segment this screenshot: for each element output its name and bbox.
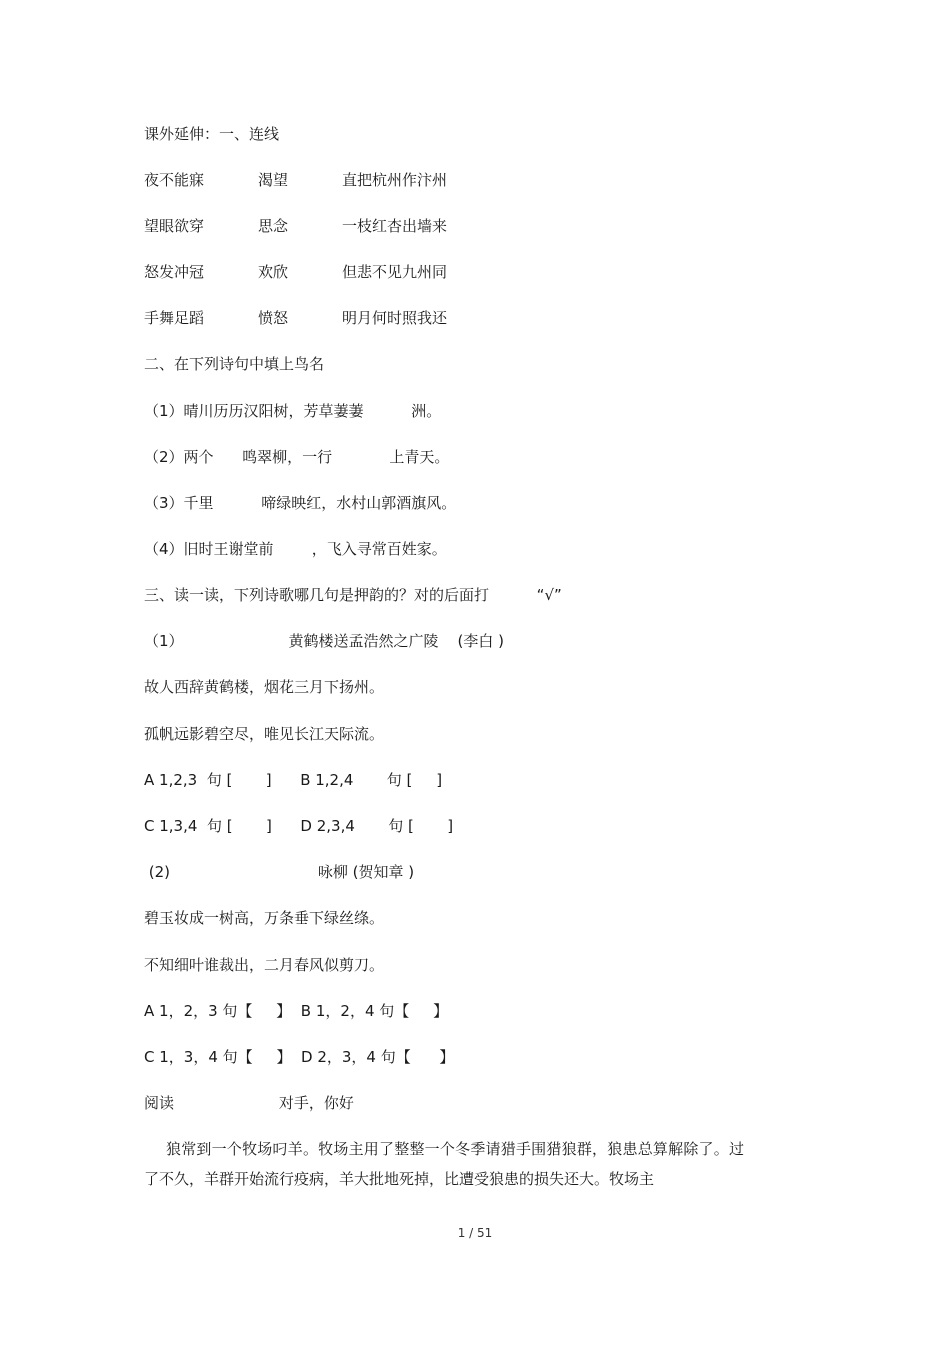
- match-col-a: 手舞足蹈: [144, 309, 205, 327]
- fill-blank-item: （3）千里 啼绿映红，水村山郭酒旗风。: [144, 494, 457, 512]
- match-col-a: 望眼欲穿: [144, 217, 205, 235]
- answer-options: C 1,3,4 句 [ ] D 2,3,4 句 [ ]: [144, 817, 454, 835]
- section3-title: 三、读一读，下列诗歌哪几句是押韵的？对的后面打 “√”: [144, 586, 562, 604]
- match-col-b: 愤怒: [258, 309, 289, 327]
- match-col-a: 夜不能寐: [144, 171, 205, 189]
- poem-line: 不知细叶谁裁出，二月春风似剪刀。: [144, 956, 385, 974]
- match-col-c: 直把杭州作汴州: [342, 171, 448, 189]
- fill-blank-item: （4）旧时王谢堂前 ，飞入寻常百姓家。: [144, 540, 447, 558]
- answer-options: C 1，3，4 句【 】 D 2，3，4 句【 】: [144, 1048, 455, 1066]
- match-col-a: 怒发冲冠: [144, 263, 205, 281]
- poem-line: 故人西辞黄鹤楼，烟花三月下扬州。: [144, 678, 385, 696]
- match-col-c: 但悲不见九州同: [342, 263, 448, 281]
- match-col-b: 思念: [258, 217, 289, 235]
- fill-blank-item: （1）晴川历历汉阳树，芳草萋萋 洲。: [144, 402, 442, 420]
- match-col-b: 渴望: [258, 171, 289, 189]
- reading-label: 阅读 对手，你好: [144, 1094, 354, 1112]
- poem1-header: （1） 黄鹤楼送孟浩然之广陵 (李白 ): [144, 632, 504, 650]
- section1-heading: 课外延伸：一、连线: [144, 125, 280, 143]
- match-col-c: 一枝红杏出墙来: [342, 217, 448, 235]
- match-col-c: 明月何时照我还: [342, 309, 448, 327]
- poem-line: 碧玉妆成一树高，万条垂下绿丝绦。: [144, 909, 385, 927]
- answer-options: A 1,2,3 句 [ ] B 1,2,4 句 [ ]: [144, 771, 443, 789]
- page-number: 1 / 51: [457, 1226, 493, 1240]
- reading-paragraph: 狼常到一个牧场叼羊。牧场主用了整整一个冬季请猎手围猎狼群，狼患总算解除了。过了不久，羊群开始流行疫病，羊大批地死掉，比遭受狼患的损失还大。牧场主: [144, 1140, 744, 1188]
- poem2-header: (2) 咏柳 (贺知章 ): [144, 863, 415, 881]
- fill-blank-item: （2）两个 鸣翠柳，一行 上青天。: [144, 448, 450, 466]
- answer-options: A 1，2，3 句【 】 B 1，2，4 句【 】: [144, 1002, 449, 1020]
- section2-title: 二、在下列诗句中填上鸟名: [144, 355, 325, 373]
- poem-line: 孤帆远影碧空尽，唯见长江天际流。: [144, 725, 385, 743]
- match-col-b: 欢欣: [258, 263, 289, 281]
